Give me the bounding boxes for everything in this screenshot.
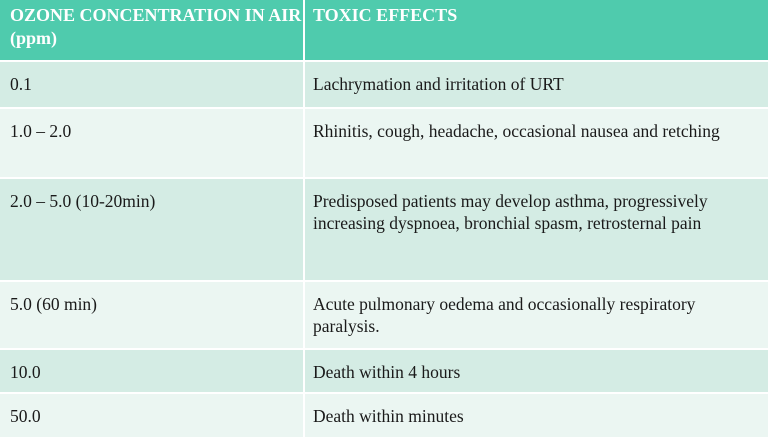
concentration-cell: 1.0 – 2.0 (10, 121, 72, 141)
concentration-cell: 5.0 (60 min) (10, 294, 98, 314)
concentration-cell: 50.0 (10, 406, 41, 426)
table-row (0, 348, 768, 392)
header-toxic-effects: TOXIC EFFECTS (303, 0, 768, 60)
table-row (0, 107, 768, 177)
table-row (0, 60, 768, 107)
table-row (0, 177, 768, 280)
effects-cell: Death within minutes (303, 394, 768, 437)
effects-cell: Death within 4 hours (303, 350, 768, 392)
concentration-cell: 10.0 (10, 362, 41, 382)
table-row (0, 280, 768, 348)
effects-cell: Lachrymation and irritation of URT (303, 62, 768, 107)
header-concentration: OZONE CONCENTRATION IN AIR (ppm) (10, 5, 302, 48)
effects-cell: Acute pulmonary oedema and occasionally respiratory paralysis. (303, 282, 768, 348)
effects-cell: Rhinitis, cough, headache, occasional nausea and retching (303, 109, 768, 177)
table-row (0, 392, 768, 437)
concentration-cell: 2.0 – 5.0 (10-20min) (10, 191, 156, 211)
effects-cell: Predisposed patients may develop asthma, progressively increasing dyspnoea, bronchial spasm, retrosternal pain (303, 179, 768, 280)
table-header-row (0, 0, 768, 60)
concentration-cell: 0.1 (10, 74, 32, 94)
